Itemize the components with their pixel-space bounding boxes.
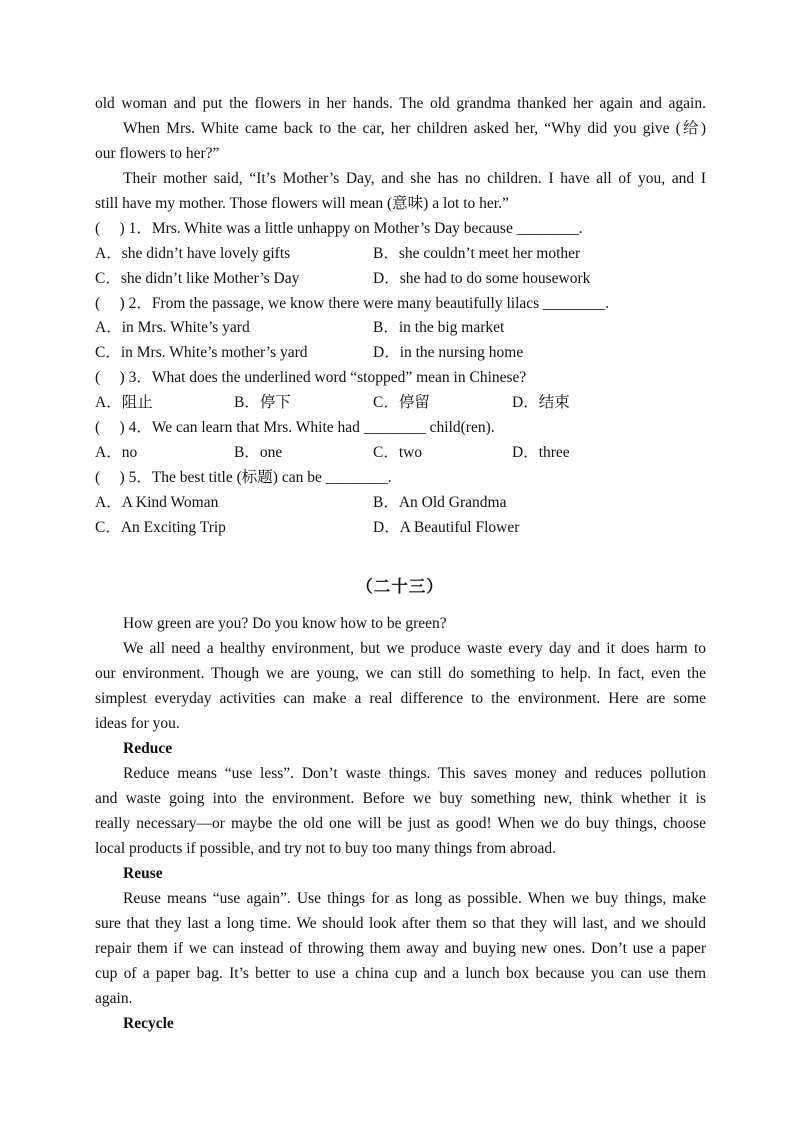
story-line: our flowers to her?”	[95, 145, 220, 162]
question-3-option-b: B．停下	[234, 394, 291, 411]
story-line: still have my mother. Those flowers will mean (意味) a lot to her.”	[95, 195, 509, 212]
question-1-stem: ( ) 1．Mrs. White was a little unhappy on Mother’s Day because ________.	[95, 220, 583, 237]
question-5-option-a: A．A Kind Woman	[95, 494, 219, 511]
question-1-option-c: C．she didn’t like Mother’s Day	[95, 270, 300, 287]
question-2-option-c: C．in Mrs. White’s mother’s yard	[95, 344, 308, 361]
intro-line: our environment. Though we are young, we can still do something to help. In fact, even the	[95, 665, 706, 682]
question-4-option-b: B．one	[234, 444, 283, 461]
question-5-stem: ( ) 5．The best title (标题) can be ________.	[95, 469, 392, 486]
question-2-stem: ( ) 2．From the passage, we know there were many beautifully lilacs ________.	[95, 295, 609, 312]
story-line: old woman and put the flowers in her hands. The old grandma thanked her again and again.	[95, 95, 706, 112]
question-2-option-d: D．in the nursing home	[373, 344, 524, 361]
reuse-heading: Reuse	[123, 865, 163, 882]
reduce-line: and waste going into the environment. Before we buy something new, think whether it is	[95, 790, 706, 807]
question-3-option-c: C．停留	[373, 394, 430, 411]
reuse-line: cup of a paper bag. It’s better to use a china cup and a lunch box because you can use them	[95, 965, 706, 982]
reduce-line: really necessary—or maybe the old one will be just as good! When we do buy things, choose	[95, 815, 706, 832]
reuse-line: again.	[95, 990, 133, 1007]
recycle-heading: Recycle	[123, 1015, 174, 1032]
question-1-option-d: D．she had to do some housework	[373, 270, 591, 287]
question-2-option-a: A．in Mrs. White’s yard	[95, 319, 250, 336]
story-line: When Mrs. White came back to the car, her children asked her, “Why did you give (给)	[123, 120, 706, 137]
intro-line: We all need a healthy environment, but we produce waste every day and it does harm to	[123, 640, 706, 657]
story-line: Their mother said, “It’s Mother’s Day, and she has no children. I have all of you, and I	[123, 170, 706, 187]
question-1-option-a: A．she didn’t have lovely gifts	[95, 245, 291, 262]
reuse-line: repair them if we can instead of throwing them away and buying new ones. Don’t use a paper	[95, 940, 706, 957]
reduce-line: local products if possible, and try not to buy too many things from abroad.	[95, 840, 557, 857]
question-4-option-a: A．no	[95, 444, 138, 461]
intro-line: simplest everyday activities can make a real difference to the environment. Here are some	[95, 690, 706, 707]
question-3-stem: ( ) 3．What does the underlined word “stopped” mean in Chinese?	[95, 369, 527, 386]
section-title: （二十三）	[356, 577, 444, 596]
question-4-stem: ( ) 4．We can learn that Mrs. White had ________ child(ren).	[95, 419, 495, 436]
question-4-option-d: D．three	[512, 444, 570, 461]
reuse-line: Reuse means “use again”. Use things for as long as possible. When we buy things, make	[123, 890, 706, 907]
intro-line: How green are you? Do you know how to be green?	[123, 615, 447, 632]
intro-line: ideas for you.	[95, 715, 180, 732]
question-5-option-c: C．An Exciting Trip	[95, 519, 226, 536]
question-1-option-b: B．she couldn’t meet her mother	[373, 245, 581, 262]
reduce-heading: Reduce	[123, 740, 173, 757]
question-3-option-a: A．阻止	[95, 394, 153, 411]
question-2-option-b: B．in the big market	[373, 319, 505, 336]
question-3-option-d: D．结束	[512, 394, 570, 411]
question-4-option-c: C．two	[373, 444, 423, 461]
reuse-line: sure that they last a long time. We should look after them so that they will last, and we should	[95, 915, 706, 932]
question-5-option-d: D．A Beautiful Flower	[373, 519, 520, 536]
question-5-option-b: B．An Old Grandma	[373, 494, 507, 511]
reduce-line: Reduce means “use less”. Don’t waste things. This saves money and reduces pollution	[123, 765, 706, 782]
